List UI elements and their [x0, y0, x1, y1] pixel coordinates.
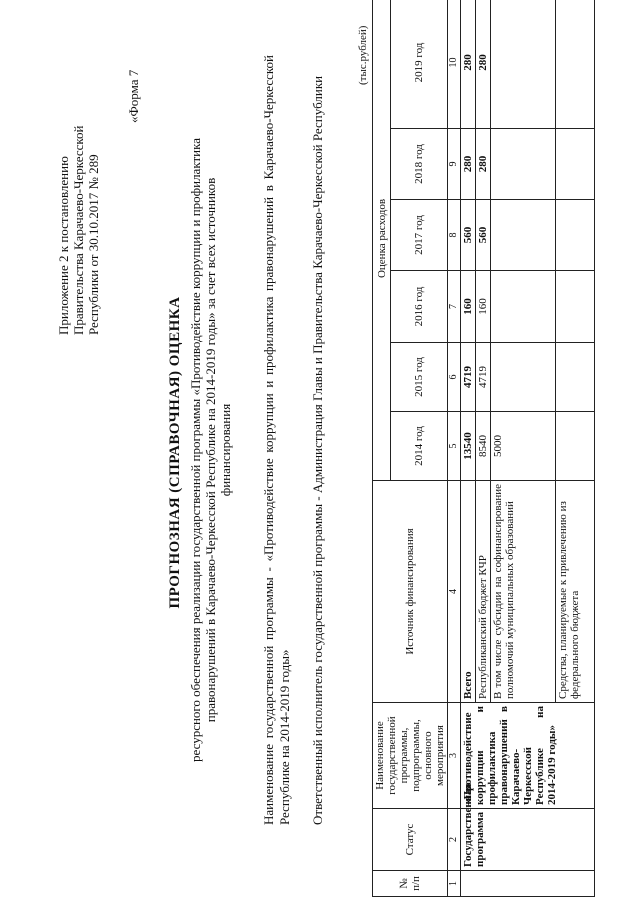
header-year: 2016 год [391, 271, 448, 343]
value-cell: 560 [476, 200, 491, 271]
source-cell: В том числе субсидии на софинансирование полномочий муниципальных образований [491, 481, 556, 703]
header-year: 2014 год [391, 412, 448, 481]
appendix-line: Приложение 2 к постановлению [56, 156, 71, 335]
value-cell: 4719 [476, 343, 491, 412]
value-cell [556, 412, 595, 481]
value-cell: 280 [476, 0, 491, 129]
header-source: Источник финансирования [373, 481, 448, 703]
row-num-cell [461, 871, 595, 897]
source-cell: Республиканский бюджет КЧР [476, 481, 491, 703]
header-year: 2017 год [391, 200, 448, 271]
subtitle-line: ресурсного обеспечения реализации государственной программы «Противодействие коррупции и профилактика [188, 138, 203, 762]
document-title: ПРОГНОЗНАЯ (СПРАВОЧНАЯ) ОЦЕНКА [167, 296, 183, 609]
value-cell [556, 271, 595, 343]
program-name-line: Наименование государственной программы - «Противодействие коррупции и профилактика правонарушений в Карачаево-Черкесской Республике на 2014-2019 годы» [261, 55, 292, 825]
appendix-block [56, 35, 101, 335]
header-row [373, 0, 391, 897]
header-status: Статус [373, 809, 448, 871]
column-number: 8 [448, 200, 461, 271]
column-number-row [448, 0, 461, 897]
status-cell: Государственная программа [461, 809, 595, 871]
table-row [461, 0, 476, 897]
value-cell [491, 271, 556, 343]
value-cell: 160 [476, 271, 491, 343]
unit-label: (тыс.рублей) [357, 25, 369, 85]
header-estimate-group: Оценка расходов [373, 0, 391, 481]
value-cell: 5000 [491, 412, 556, 481]
header-name: Наименование государственной программы, подпрограммы, основного мероприятия [373, 703, 448, 809]
source-cell: Средства, планируемые к привлечению из федерального бюджета [556, 481, 595, 703]
value-cell [491, 129, 556, 200]
column-number: 9 [448, 129, 461, 200]
column-number: 7 [448, 271, 461, 343]
program-name-cell: «Противодействие коррупции и профилактика правонарушений в Карачаево-Черкесской Республике на 2014-2019 годы» [461, 703, 595, 809]
value-cell: 280 [476, 129, 491, 200]
value-cell: 4719 [461, 343, 476, 412]
document-subtitle [188, 125, 233, 775]
value-cell: 560 [461, 200, 476, 271]
value-cell [491, 343, 556, 412]
source-cell: Всего [461, 481, 476, 703]
column-number: 6 [448, 343, 461, 412]
value-cell: 13540 [461, 412, 476, 481]
subtitle-line: правонарушений в Карачаево-Черкесской Республике на 2014-2019 годы» за счет всех источников [203, 177, 218, 723]
value-cell: 8540 [476, 412, 491, 481]
value-cell: 280 [461, 0, 476, 129]
value-cell: 160 [461, 271, 476, 343]
value-cell [491, 0, 556, 129]
header-year: 2019 год [391, 0, 448, 129]
header-year: 2018 год [391, 129, 448, 200]
header-year: 2015 год [391, 343, 448, 412]
column-number: 3 [448, 703, 461, 809]
funding-table [372, 0, 595, 897]
column-number: 5 [448, 412, 461, 481]
appendix-line: Республики от 30.10.2017 № 289 [86, 154, 101, 335]
value-cell [556, 0, 595, 129]
form-label: «Форма 7 [126, 69, 141, 123]
value-cell: 280 [461, 129, 476, 200]
column-number: 2 [448, 809, 461, 871]
subtitle-line: финансирования [218, 403, 233, 497]
column-number: 1 [448, 871, 461, 897]
value-cell [556, 129, 595, 200]
appendix-line: Правительства Карачаево-Черкесской [71, 125, 86, 335]
column-number: 10 [448, 0, 461, 129]
value-cell [556, 200, 595, 271]
header-num: № п/п [373, 871, 448, 897]
value-cell [556, 343, 595, 412]
value-cell [491, 200, 556, 271]
column-number: 4 [448, 481, 461, 703]
executor-line: Ответственный исполнитель государственной программы - Администрация Главы и Правительства Карачаево-Черкесской Республики [310, 75, 325, 825]
